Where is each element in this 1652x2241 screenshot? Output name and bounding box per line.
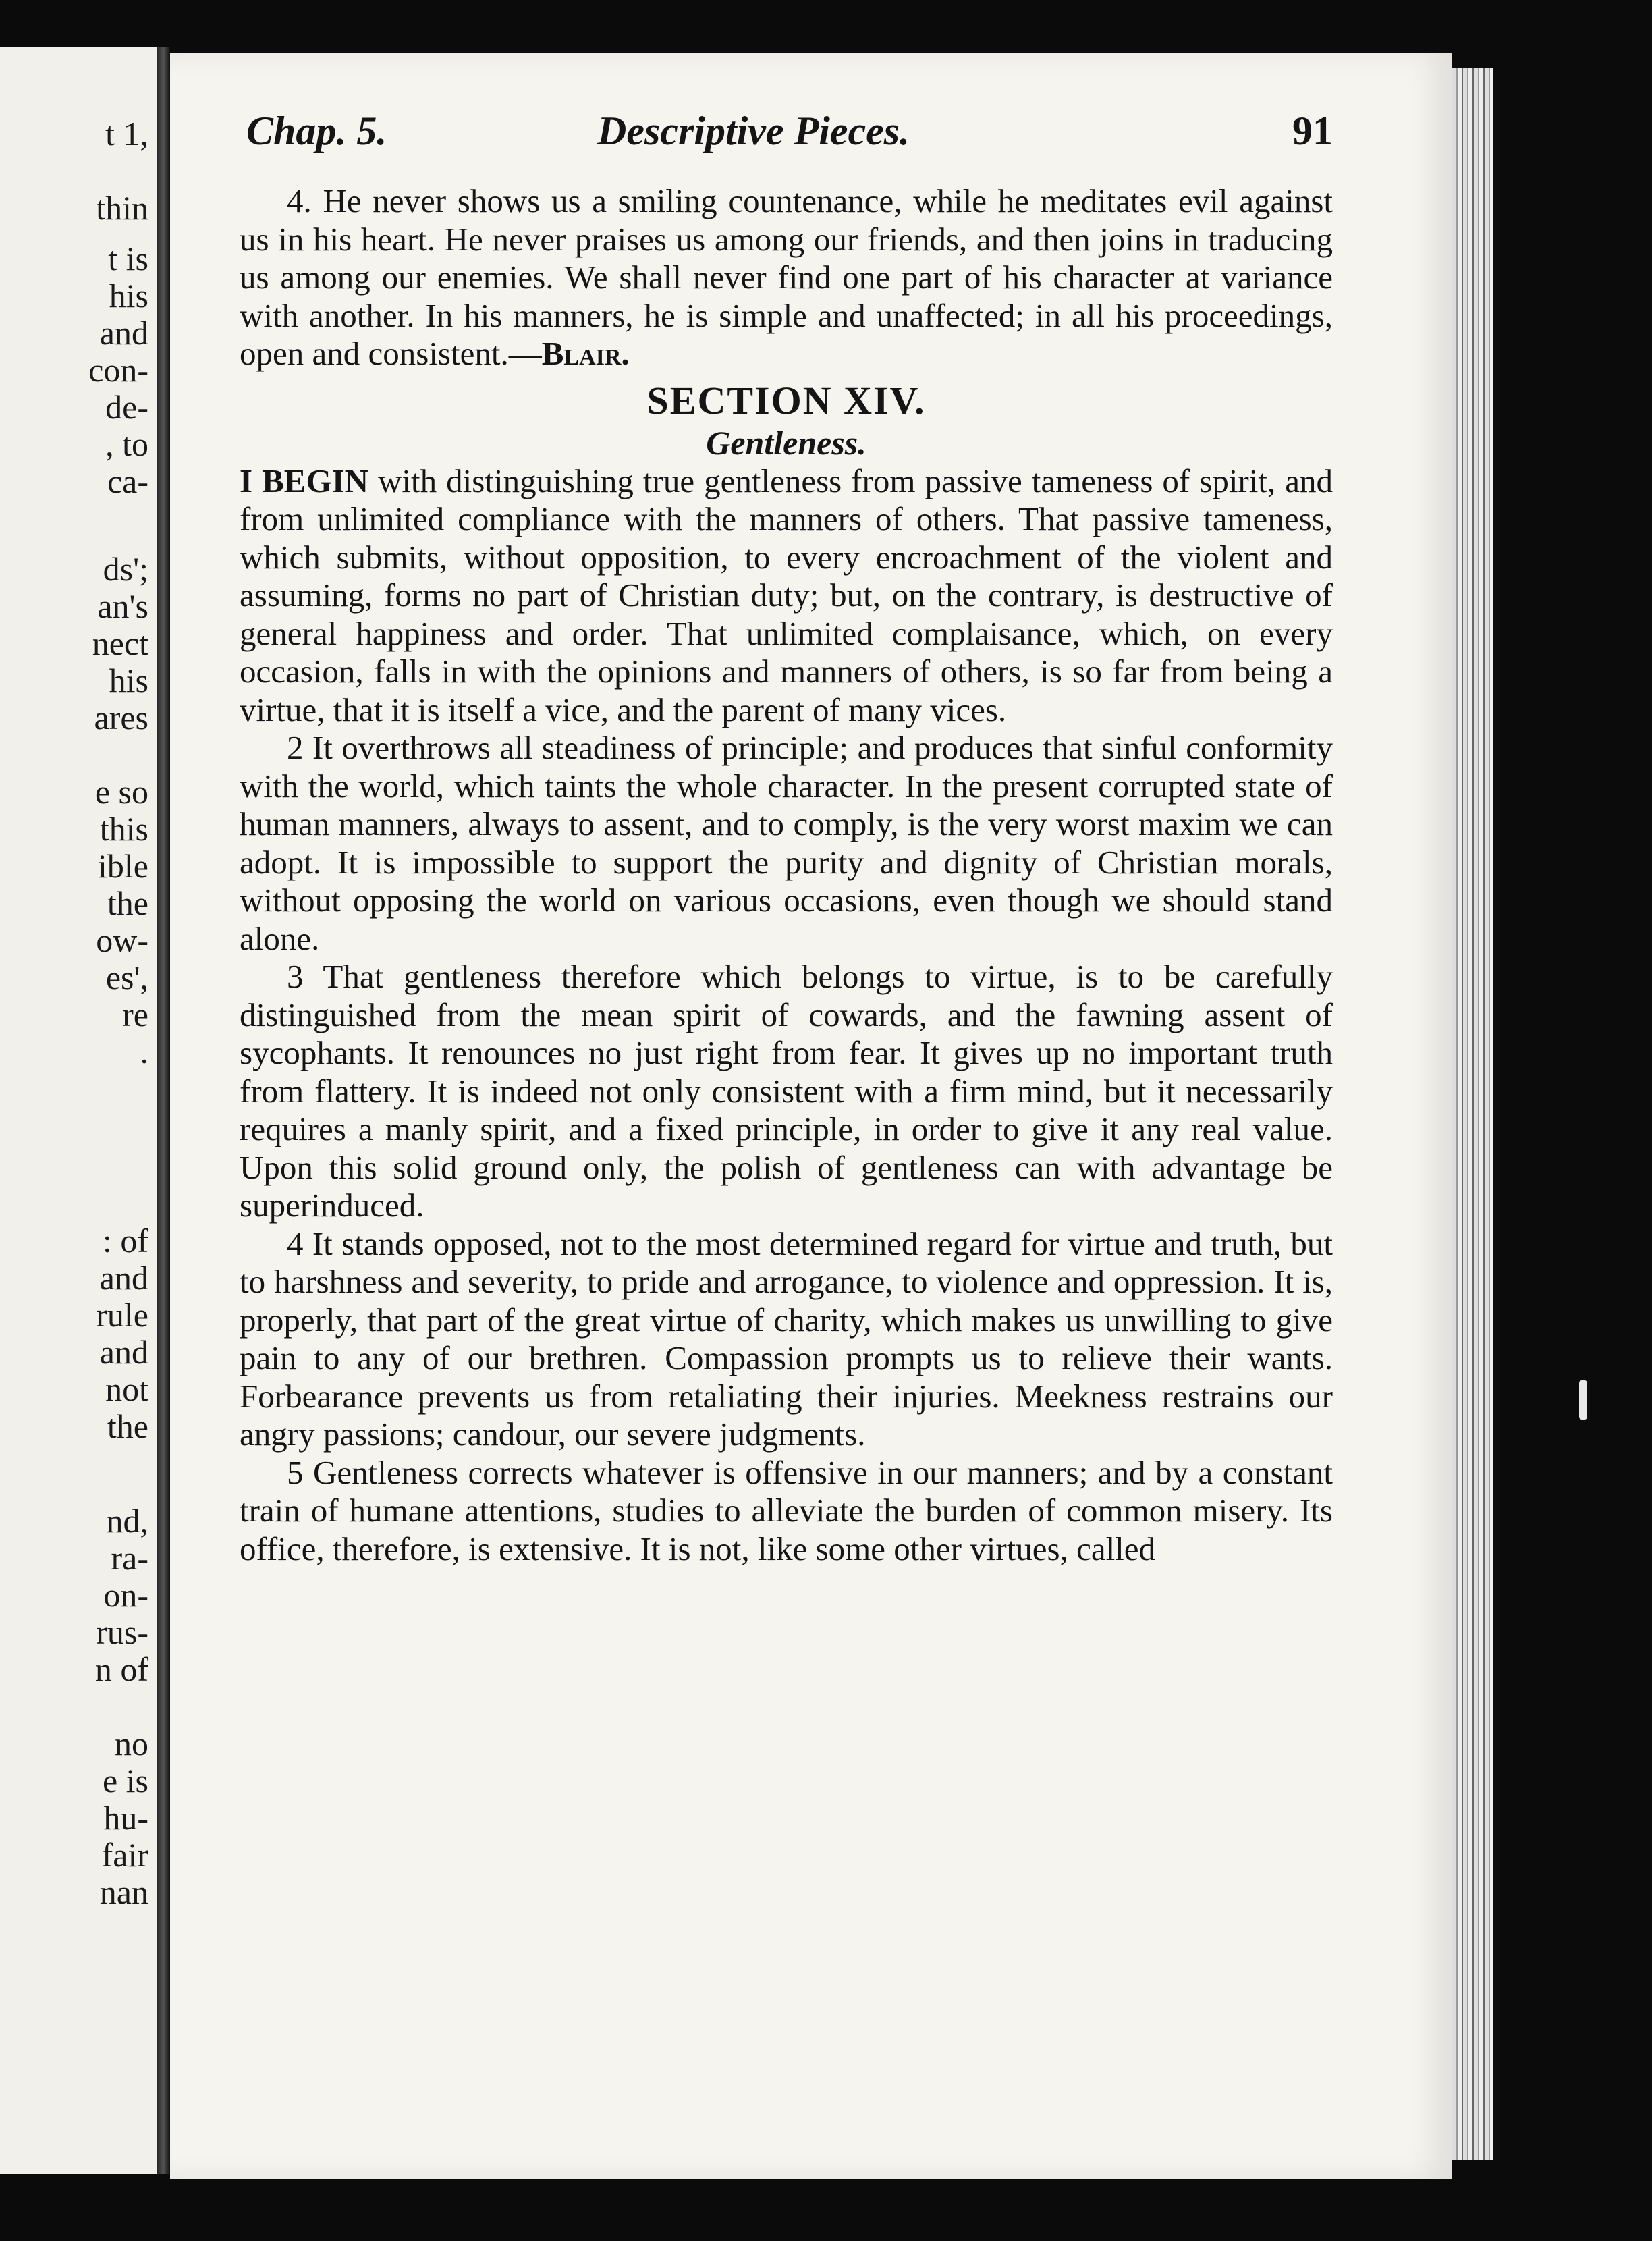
facing-page-line-end: an's [97, 587, 148, 625]
facing-page-line-end: thin [96, 189, 148, 227]
facing-page-line-end: his [109, 662, 148, 699]
paragraph-text: It overthrows all steadiness of principle; and produces that sinful conformity with the world, which taints the whole character. In the present corrupted state of human manners, always to assent, and to comply, is the very worst maxim we can adopt. It is impossible to support the purity and dignity of Christian morals, without opposing the world on various occasions, even though we should stand alone. [240, 729, 1333, 957]
attribution: Blair. [541, 335, 630, 372]
running-title: Descriptive Pieces. [597, 109, 910, 153]
facing-page-line-end: de- [105, 388, 148, 426]
facing-page-line-end: re [122, 996, 148, 1033]
facing-page-line-end: ow- [96, 921, 148, 959]
facing-page-line-end: . [140, 1033, 148, 1071]
facing-page-line-end: t is [108, 240, 148, 277]
facing-page-line-end: and [99, 1333, 148, 1371]
running-header [246, 108, 1333, 162]
facing-page-line-end: e is [102, 1762, 148, 1800]
paragraph-text: It stands opposed, not to the most determined regard for virtue and truth, but to harshness and severity, to pride and arrogance, to violence and oppression. It is, properly, that part of the great virtue of charity, which makes us unwilling to give pain to any of our brethren. Compassion prompts us to relieve their wants. Forbearance prevents us from retaliating their injuries. Meekness restrains our angry passions; candour, our severe judgments. [240, 1224, 1333, 1453]
facing-page-line-end: : of [102, 1222, 148, 1260]
section-heading: SECTION XIV. [646, 378, 926, 423]
paragraph [240, 729, 1333, 958]
paragraph-number: 2 [287, 729, 304, 766]
facing-page-line-end: rus- [96, 1613, 148, 1651]
paragraph-lead: I BEGIN [240, 462, 369, 500]
facing-page-line-end: t 1, [105, 115, 148, 153]
paragraph [240, 958, 1333, 1225]
paragraph [240, 1454, 1333, 1569]
facing-page-fragment [0, 47, 157, 2174]
paragraph [240, 462, 1333, 730]
facing-page-line-end: ible [98, 847, 148, 885]
facing-page-line-end: con- [88, 351, 148, 389]
paragraph-number: 3 [287, 958, 304, 995]
facing-page-line-end: the [107, 1407, 148, 1445]
facing-page-line-end: n of [94, 1650, 148, 1688]
facing-page-line-end: ca- [107, 462, 148, 500]
section-subheading: Gentleness. [706, 423, 866, 462]
page-number: 91 [1292, 109, 1333, 153]
chapter-label: Chap. 5. [246, 109, 387, 153]
facing-page-line-end: ds'; [103, 550, 148, 588]
facing-page-line-end: this [99, 810, 148, 848]
facing-page-line-end: ra- [111, 1539, 148, 1577]
facing-page-line-end: fair [101, 1836, 148, 1874]
page-text [240, 182, 1333, 1568]
facing-page-line-end: and [99, 1259, 148, 1297]
facing-page-line-end: es', [105, 959, 148, 996]
facing-page-line-end: ares [94, 699, 148, 736]
facing-page-line-end: and [99, 314, 148, 352]
paragraph-text: with distinguishing true gentleness from passive tameness of spirit, and from unlimited compliance with the manners of others. That passive tameness, which submits, without opposition, to every encroachment of the violent and assuming, forms no part of Christian duty; but, on the contrary, is destructive of general happiness and order. That unlimited complaisance, which, on every occasion, falls in with the opinions and manners of others, is so far from being a virtue, that it is itself a vice, and the parent of many vices. [240, 462, 1333, 728]
paragraph-number: 4 [287, 1224, 304, 1262]
paragraph [240, 1225, 1333, 1454]
paragraph-text: That gentleness therefore which belongs to virtue, is to be carefully distinguished from the mean spirit of cowards, and the fawning assent of sycophants. It renounces no just right from fear. It gives up no important truth from flattery. It is indeed not only consistent with a firm mind, but it necessarily requires a manly spirit, and a fixed principle, in order to give it any real value. Upon this solid ground only, the polish of gentleness can with advantage be superinduced. [240, 958, 1333, 1224]
facing-page-line-end: no [115, 1725, 148, 1762]
facing-page-line-end: hu- [103, 1799, 148, 1837]
paragraph-text: He never shows us a smiling countenance, while he meditates evil against us in his heart. He never praises us among our friends, and then joins in traducing us among our enemies. We shall never find one part of his character at variance with another. In his manners, he is simple and unaffected; in all his proceedings, open and consistent.— [240, 182, 1333, 372]
facing-page-line-end: his [109, 277, 148, 315]
paragraph-text: Gentleness corrects whatever is offensive in our manners; and by a constant train of humane attentions, studies to alleviate the burden of common misery. Its office, therefore, is extensive. It is not, like some other virtues, called [240, 1453, 1333, 1567]
facing-page-line-end: rule [96, 1296, 148, 1334]
paragraph-number: 4. [287, 182, 312, 219]
continued-paragraph [240, 182, 1333, 373]
facing-page-line-end: not [105, 1370, 148, 1408]
scan-artifact [1579, 1380, 1587, 1420]
facing-page-line-end: on- [103, 1576, 148, 1614]
facing-page-line-end: nan [99, 1873, 148, 1911]
facing-page-line-end: the [107, 884, 148, 922]
facing-page-line-end: e so [94, 773, 148, 811]
facing-page-line-end: nect [92, 624, 148, 662]
paragraph-number: 5 [287, 1453, 304, 1491]
book-gutter [157, 47, 170, 2174]
facing-page-line-end: , to [105, 425, 148, 463]
facing-page-line-end: nd, [106, 1502, 148, 1540]
page-edges [1452, 68, 1493, 2160]
